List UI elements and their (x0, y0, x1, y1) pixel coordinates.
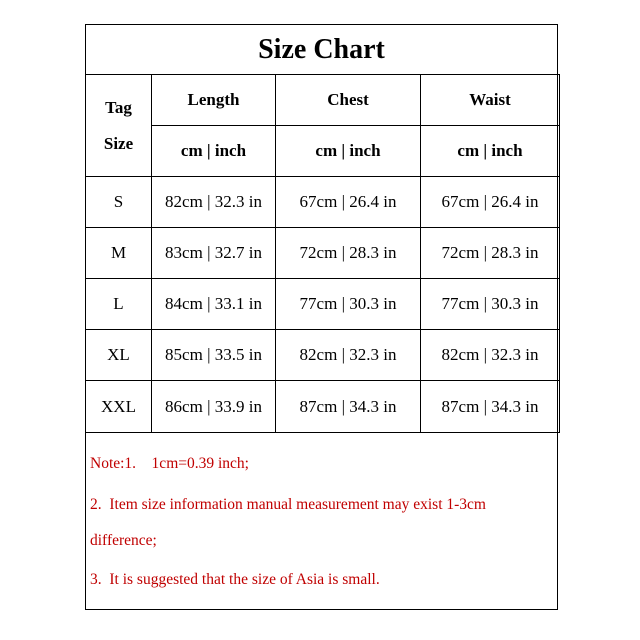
size-cell: M (86, 228, 152, 279)
length-cell: 84cm | 33.1 in (152, 279, 276, 330)
column-header-length: Length (152, 75, 276, 126)
table-row (86, 228, 560, 279)
waist-cell: 67cm | 26.4 in (421, 177, 560, 228)
notes-section (86, 435, 557, 609)
column-header-waist: Waist (421, 75, 560, 126)
length-cell: 85cm | 33.5 in (152, 330, 276, 381)
table-row (86, 381, 560, 433)
size-cell: XXL (86, 381, 152, 433)
unit-header-waist: cm | inch (421, 126, 560, 177)
chest-cell: 67cm | 26.4 in (276, 177, 421, 228)
size-label: Size (103, 133, 134, 153)
chest-cell: 82cm | 32.3 in (276, 330, 421, 381)
column-header-chest: Chest (276, 75, 421, 126)
waist-cell: 72cm | 28.3 in (421, 228, 560, 279)
unit-header-length: cm | inch (152, 126, 276, 177)
chest-cell: 77cm | 30.3 in (276, 279, 421, 330)
size-cell: S (86, 177, 152, 228)
waist-cell: 82cm | 32.3 in (421, 330, 560, 381)
waist-cell: 77cm | 30.3 in (421, 279, 560, 330)
length-cell: 86cm | 33.9 in (152, 381, 276, 433)
note-line-2: 2. Item size information manual measurement may exist 1-3cm (90, 496, 486, 513)
waist-cell: 87cm | 34.3 in (421, 381, 560, 433)
size-table (85, 74, 560, 433)
note-line-2-continued: difference; (90, 532, 157, 549)
length-cell: 83cm | 32.7 in (152, 228, 276, 279)
length-cell: 82cm | 32.3 in (152, 177, 276, 228)
chart-title: Size Chart (86, 25, 557, 75)
table-row (86, 330, 560, 381)
size-cell: L (86, 279, 152, 330)
table-row (86, 177, 560, 228)
table-row (86, 279, 560, 330)
note-line-1: Note:1. 1cm=0.39 inch; (90, 455, 249, 472)
chest-cell: 87cm | 34.3 in (276, 381, 421, 433)
tag-size-header (86, 75, 152, 177)
size-chart-frame (85, 24, 558, 610)
note-line-3: 3. It is suggested that the size of Asia is small. (90, 571, 380, 588)
size-cell: XL (86, 330, 152, 381)
chest-cell: 72cm | 28.3 in (276, 228, 421, 279)
unit-header-chest: cm | inch (276, 126, 421, 177)
tag-label: Tag (105, 97, 132, 117)
